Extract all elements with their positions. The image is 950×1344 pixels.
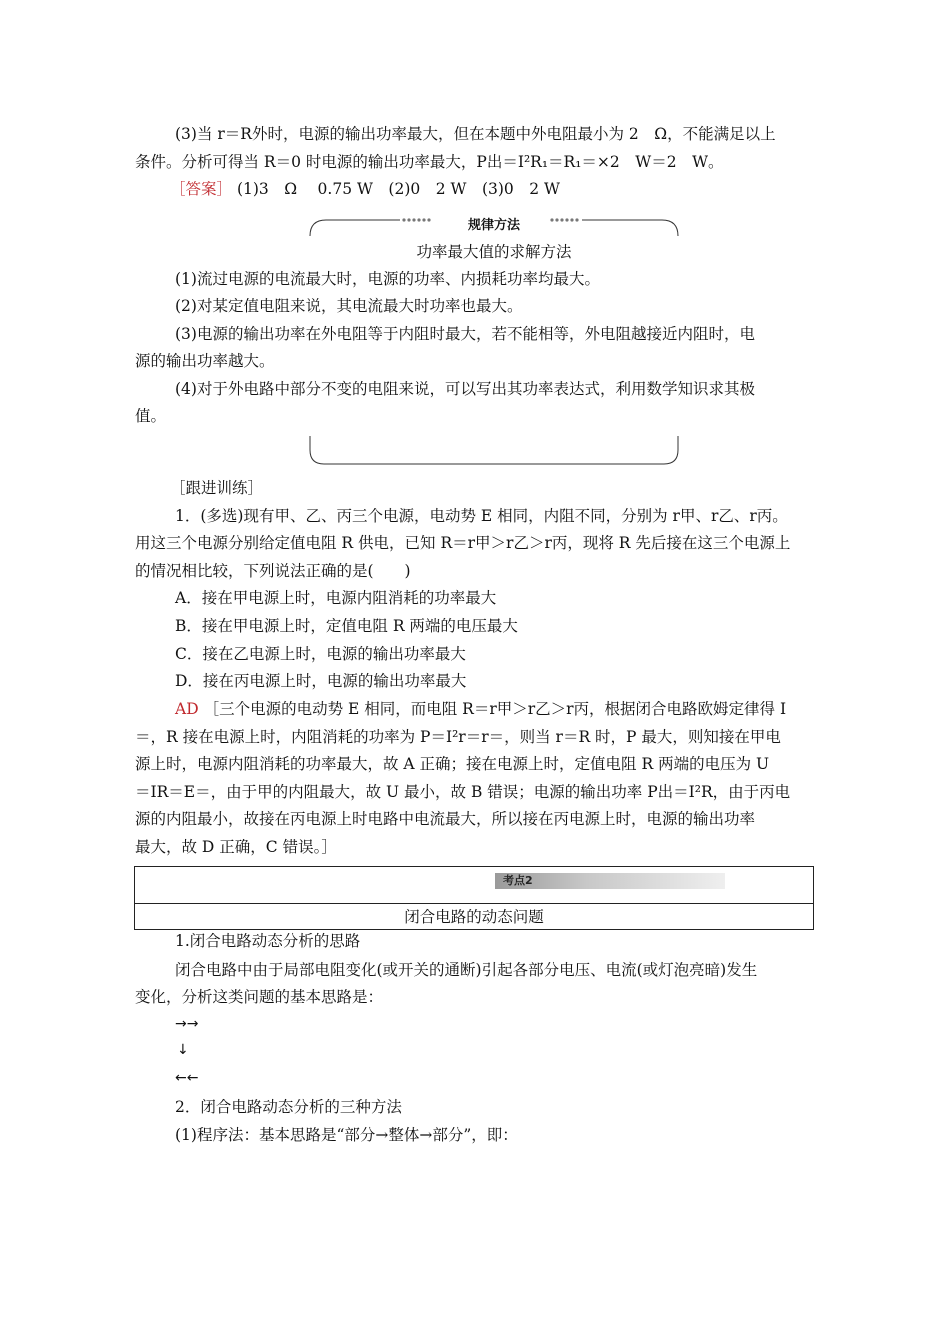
flow-arrow-down: ↓ [177, 1042, 189, 1058]
option-c: C．接在乙电源上时，电源的输出功率最大 [175, 645, 466, 663]
question-line: 的情况相比较，下列说法正确的是( ) [135, 562, 411, 580]
method-item: (1)流过电源的电流最大时，电源的功率、内损耗功率均最大。 [175, 270, 600, 288]
answer-key: AD [175, 700, 199, 718]
question-line: 1．(多选)现有甲、乙、丙三个电源，电动势 E 相同，内阻不同，分别为 r甲、r乙、r丙。 [175, 507, 788, 525]
option-a: A．接在甲电源上时，电源内阻消耗的功率最大 [175, 589, 497, 607]
dynamics-heading-2: 2．闭合电路动态分析的三种方法 [175, 1098, 402, 1116]
section-title: 闭合电路的动态问题 [135, 903, 813, 930]
dynamics-heading-1: 1.闭合电路动态分析的思路 [175, 932, 361, 950]
section-tag [495, 873, 725, 889]
question-line: 用这三个电源分别给定值电阻 R 供电，已知 R＝r甲＞r乙＞r丙，现将 R 先后接在这三个电源上 [135, 534, 791, 552]
answer-text: (1)3 Ω 0.75 W (2)0 2 W (3)0 2 W [236, 180, 560, 198]
flow-arrow-left: ←← [175, 1070, 199, 1086]
explanation-line: ＝IR＝E＝，由于甲的内阻最大，故 U 最小，故 B 错误；电源的输出功率 P出＝I²R，由于丙电 [135, 783, 791, 801]
dynamics-paragraph: 闭合电路中由于局部电阻变化(或开关的通断)引起各部分电压、电流(或灯泡亮暗)发生 [175, 961, 758, 979]
section-header [134, 866, 814, 930]
method-box-header: 规律方法 [467, 218, 520, 233]
method-item: (2)对某定值电阻来说，其电流最大时功率也最大。 [175, 297, 523, 315]
answer-row [170, 179, 560, 199]
dynamics-method-1: (1)程序法：基本思路是“部分→整体→部分”，即： [175, 1126, 518, 1144]
flow-arrow-right: →→ [175, 1016, 199, 1032]
answer-part3-line2: 条件。分析可得当 R＝0 时电源的输出功率最大，P出＝I²R₁＝R₁＝×2 W＝2 W。 [135, 153, 724, 171]
explanation-line: ＝，R 接在电源上时，内阻消耗的功率为 P＝I²r＝r＝，则当 r＝R 时，P 最大，则知接在甲电 [135, 728, 781, 746]
answer-label: ［答案］ [170, 180, 233, 198]
answer-part3-line1: (3)当 r＝R外时，电源的输出功率最大，但在本题中外电阻最小为 2 Ω，不能满足以上 [175, 125, 776, 143]
dynamics-paragraph: 变化，分析这类问题的基本思路是： [135, 988, 384, 1006]
option-b: B．接在甲电源上时，定值电阻 R 两端的电压最大 [175, 617, 518, 635]
explanation-line: 最大，故 D 正确，C 错误。］ [135, 838, 337, 856]
method-box-title: 功率最大值的求解方法 [416, 243, 572, 261]
method-item: (4)对于外电路中部分不变的电阻来说，可以写出其功率表达式，利用数学知识求其极 [175, 380, 755, 398]
method-item: (3)电源的输出功率在外电阻等于内阻时最大，若不能相等，外电阻越接近内阻时，电 [175, 325, 755, 343]
section-tag-label: 考点2 [503, 874, 533, 887]
explanation-line: 源上时，电源内阻消耗的功率最大，故 A 正确；接在电源上时，定值电阻 R 两端的电压为 U [135, 755, 770, 773]
method-item: 源的输出功率越大。 [135, 352, 275, 370]
method-item: 值。 [135, 407, 167, 425]
option-d: D．接在丙电源上时，电源的输出功率最大 [175, 672, 467, 690]
explanation-line [175, 699, 786, 719]
explanation-line: 源的内阻最小，故接在丙电源上时电路中电流最大，所以接在丙电源上时，电源的输出功率 [135, 810, 756, 828]
training-label: ［跟进训练］ [170, 479, 264, 497]
explanation-text: ［三个电源的电动势 E 相同，而电阻 R＝r甲＞r乙＞r丙，根据闭合电路欧姆定律得 I [203, 700, 787, 718]
